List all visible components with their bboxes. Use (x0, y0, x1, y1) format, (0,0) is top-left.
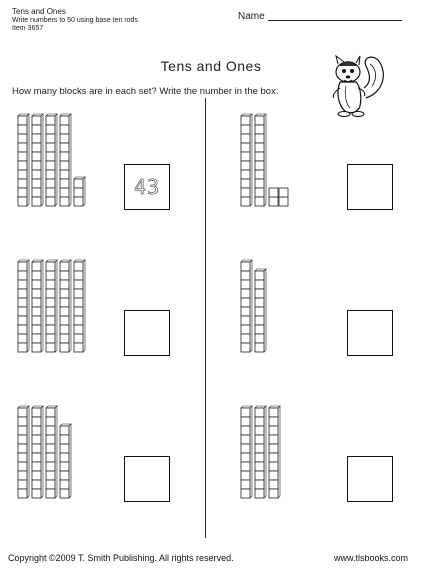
unit-cell (60, 480, 69, 489)
unit-cell (241, 298, 250, 307)
unit-cell (46, 170, 55, 179)
unit-cell (60, 426, 69, 435)
ten-rod (18, 260, 29, 352)
ten-rod (241, 260, 252, 352)
unit-cell (241, 325, 250, 334)
ten-rod (32, 406, 43, 498)
unit-cell (32, 179, 41, 188)
unit-cell (18, 116, 27, 125)
ten-rod (46, 114, 57, 206)
unit-cell (32, 161, 41, 170)
unit-cell (32, 316, 41, 325)
unit-cell (74, 262, 83, 271)
unit-cell (255, 453, 264, 462)
problem-3 (14, 258, 204, 368)
answer-box[interactable] (347, 456, 393, 502)
ten-rod (46, 260, 57, 352)
unit-cube (269, 188, 278, 197)
ones-stack (74, 177, 85, 206)
unit-cell (60, 298, 69, 307)
unit-cell (32, 116, 41, 125)
ones-cluster (269, 188, 288, 206)
unit-cell (241, 161, 250, 170)
unit-cell (60, 188, 69, 197)
ones-stack (60, 424, 71, 498)
unit-cell (241, 143, 250, 152)
unit-cell (46, 435, 55, 444)
unit-cell (18, 134, 27, 143)
unit-cell (60, 152, 69, 161)
unit-cell (241, 453, 250, 462)
unit-cell (255, 197, 264, 206)
unit-cell (255, 298, 264, 307)
unit-cell (46, 480, 55, 489)
unit-cell (46, 289, 55, 298)
ten-rod (74, 260, 85, 352)
unit-cell (18, 271, 27, 280)
name-label: Name (238, 11, 265, 22)
ten-rod (18, 406, 29, 498)
unit-cell (46, 462, 55, 471)
unit-cell (32, 188, 41, 197)
ten-rod (241, 114, 252, 206)
unit-cell (18, 426, 27, 435)
unit-cell (60, 179, 69, 188)
answer-value: 43 (133, 175, 161, 199)
unit-cell (60, 307, 69, 316)
header-title: Tens and Ones (12, 7, 66, 16)
unit-cell (255, 170, 264, 179)
unit-cell (32, 408, 41, 417)
unit-cell (255, 325, 264, 334)
unit-cube (279, 188, 288, 197)
unit-cell (18, 143, 27, 152)
unit-cell (46, 152, 55, 161)
unit-cell (241, 179, 250, 188)
unit-cell (46, 143, 55, 152)
unit-cell (255, 426, 264, 435)
unit-cell (255, 435, 264, 444)
unit-cell (241, 489, 250, 498)
name-field-line[interactable] (268, 20, 402, 21)
unit-cell (74, 316, 83, 325)
unit-cell (241, 280, 250, 289)
unit-cell (74, 271, 83, 280)
unit-cell (241, 471, 250, 480)
unit-cell (32, 489, 41, 498)
unit-cell (46, 134, 55, 143)
unit-cell (18, 307, 27, 316)
answer-box[interactable] (124, 310, 170, 356)
unit-cell (241, 417, 250, 426)
unit-cell (18, 197, 27, 206)
unit-cell (32, 426, 41, 435)
ten-rod (255, 406, 266, 498)
unit-cell (60, 334, 69, 343)
unit-cell (255, 334, 264, 343)
unit-cell (46, 262, 55, 271)
unit-cell (18, 179, 27, 188)
unit-cell (255, 116, 264, 125)
unit-cell (269, 453, 278, 462)
unit-cell (255, 471, 264, 480)
unit-cell (46, 125, 55, 134)
unit-cell (18, 343, 27, 352)
unit-cell (60, 280, 69, 289)
unit-cell (241, 152, 250, 161)
unit-cell (32, 471, 41, 480)
answer-box[interactable] (347, 164, 393, 210)
ten-rod (60, 114, 71, 206)
unit-cell (18, 334, 27, 343)
ten-rod (32, 114, 43, 206)
ten-rod (32, 260, 43, 352)
unit-cell (32, 170, 41, 179)
unit-cell (241, 289, 250, 298)
unit-cell (241, 435, 250, 444)
unit-cell (269, 417, 278, 426)
base-ten-blocks (14, 112, 124, 212)
unit-cell (255, 480, 264, 489)
unit-cell (60, 343, 69, 352)
header-subtitle: Write numbers to 50 using base ten rods (12, 17, 138, 24)
unit-cell (46, 307, 55, 316)
unit-cell (60, 134, 69, 143)
unit-cell (46, 280, 55, 289)
ten-rod (18, 114, 29, 206)
unit-cell (74, 307, 83, 316)
unit-cell (46, 408, 55, 417)
unit-cell (241, 170, 250, 179)
unit-cell (255, 271, 264, 280)
unit-cell (74, 280, 83, 289)
unit-cell (241, 271, 250, 280)
unit-cell (18, 408, 27, 417)
unit-cell (46, 197, 55, 206)
unit-cell (18, 435, 27, 444)
unit-cell (32, 453, 41, 462)
unit-cell (32, 307, 41, 316)
unit-cell (241, 197, 250, 206)
unit-cell (60, 435, 69, 444)
unit-cell (18, 453, 27, 462)
ten-rod (241, 406, 252, 498)
unit-cell (32, 462, 41, 471)
problem-1 (14, 112, 204, 222)
unit-cell (60, 489, 69, 498)
unit-cell (269, 480, 278, 489)
unit-cell (32, 289, 41, 298)
unit-cell (255, 152, 264, 161)
unit-cell (18, 298, 27, 307)
unit-cell (18, 170, 27, 179)
unit-cell (46, 426, 55, 435)
unit-cell (269, 489, 278, 498)
unit-cell (60, 143, 69, 152)
unit-cell (32, 444, 41, 453)
unit-cell (241, 116, 250, 125)
unit-cell (269, 462, 278, 471)
unit-cell (32, 343, 41, 352)
unit-cell (46, 343, 55, 352)
unit-cell (241, 444, 250, 453)
unit-cell (255, 143, 264, 152)
unit-cell (60, 197, 69, 206)
unit-cell (60, 325, 69, 334)
unit-cell (241, 408, 250, 417)
unit-cell (18, 289, 27, 298)
unit-cell (60, 316, 69, 325)
unit-cell (46, 334, 55, 343)
unit-cell (18, 489, 27, 498)
unit-cell (269, 471, 278, 480)
copyright-notice: Copyright ©2009 T. Smith Publishing. All rights reserved. (8, 553, 234, 563)
unit-cell (74, 325, 83, 334)
unit-cell (46, 298, 55, 307)
unit-cell (60, 116, 69, 125)
unit-cell (255, 408, 264, 417)
unit-cell (74, 334, 83, 343)
unit-cell (46, 188, 55, 197)
unit-cell (60, 471, 69, 480)
unit-cell (60, 271, 69, 280)
base-ten-blocks (14, 404, 124, 504)
unit-cell (18, 462, 27, 471)
unit-cell (32, 334, 41, 343)
unit-cell (18, 125, 27, 134)
unit-cell (241, 426, 250, 435)
unit-cell (32, 325, 41, 334)
unit-cell (18, 152, 27, 161)
unit-cell (32, 480, 41, 489)
unit-cube (279, 197, 288, 206)
unit-cell (269, 408, 278, 417)
unit-cell (241, 480, 250, 489)
unit-cell (60, 125, 69, 134)
unit-cell (46, 316, 55, 325)
unit-cell (32, 435, 41, 444)
problem-5 (14, 404, 204, 514)
ones-stack (269, 406, 280, 498)
unit-cell (255, 179, 264, 188)
unit-cell (32, 262, 41, 271)
unit-cell (255, 289, 264, 298)
problem-4 (237, 258, 422, 368)
unit-cell (18, 325, 27, 334)
unit-cell (255, 417, 264, 426)
unit-cell (241, 316, 250, 325)
problem-2 (237, 112, 422, 222)
unit-cell (18, 188, 27, 197)
answer-box[interactable] (124, 164, 170, 210)
unit-cell (32, 143, 41, 152)
unit-cube (269, 197, 278, 206)
unit-cell (241, 462, 250, 471)
unit-cell (74, 179, 83, 188)
unit-cell (46, 325, 55, 334)
unit-cell (241, 262, 250, 271)
unit-cell (241, 334, 250, 343)
unit-cell (18, 417, 27, 426)
unit-cell (241, 307, 250, 316)
unit-cell (60, 453, 69, 462)
instructions-text: How many blocks are in each set? Write the number in the box. (12, 86, 279, 97)
ten-rod (60, 260, 71, 352)
unit-cell (255, 462, 264, 471)
header-item-number: Item 3657 (12, 25, 44, 32)
unit-cell (74, 343, 83, 352)
unit-cell (241, 125, 250, 134)
answer-box[interactable] (124, 456, 170, 502)
unit-cell (46, 453, 55, 462)
unit-cell (241, 134, 250, 143)
unit-cell (18, 280, 27, 289)
unit-cell (269, 444, 278, 453)
ten-rod (46, 406, 57, 498)
ones-stack (255, 269, 266, 352)
unit-cell (32, 125, 41, 134)
unit-cell (241, 188, 250, 197)
unit-cell (32, 417, 41, 426)
unit-cell (74, 298, 83, 307)
unit-cell (46, 489, 55, 498)
base-ten-blocks (237, 112, 347, 212)
website-link[interactable]: www.tlsbooks.com (333, 553, 408, 563)
unit-cell (60, 444, 69, 453)
unit-cell (46, 179, 55, 188)
unit-cell (255, 444, 264, 453)
unit-cell (18, 471, 27, 480)
unit-cell (255, 343, 264, 352)
unit-cell (46, 417, 55, 426)
unit-cell (18, 161, 27, 170)
base-ten-blocks (237, 404, 347, 504)
unit-cell (46, 116, 55, 125)
unit-cell (74, 289, 83, 298)
unit-cell (60, 170, 69, 179)
unit-cell (60, 289, 69, 298)
unit-cell (74, 188, 83, 197)
unit-cell (255, 188, 264, 197)
ten-rod (255, 114, 266, 206)
unit-cell (255, 489, 264, 498)
unit-cell (255, 280, 264, 289)
unit-cell (255, 316, 264, 325)
answer-box[interactable] (347, 310, 393, 356)
unit-cell (32, 152, 41, 161)
unit-cell (74, 197, 83, 206)
unit-cell (255, 307, 264, 316)
base-ten-blocks (14, 258, 124, 358)
unit-cell (18, 262, 27, 271)
unit-cell (60, 462, 69, 471)
unit-cell (60, 161, 69, 170)
unit-cell (269, 426, 278, 435)
page-title: Tens and Ones (160, 58, 262, 74)
unit-cell (255, 161, 264, 170)
unit-cell (32, 197, 41, 206)
unit-cell (255, 125, 264, 134)
column-divider (205, 98, 206, 538)
problem-6 (237, 404, 422, 514)
unit-cell (255, 134, 264, 143)
unit-cell (46, 444, 55, 453)
unit-cell (46, 471, 55, 480)
unit-cell (32, 271, 41, 280)
unit-cell (18, 480, 27, 489)
unit-cell (269, 435, 278, 444)
unit-cell (18, 444, 27, 453)
unit-cell (46, 161, 55, 170)
unit-cell (60, 262, 69, 271)
unit-cell (32, 280, 41, 289)
unit-cell (46, 271, 55, 280)
unit-cell (241, 343, 250, 352)
unit-cell (18, 316, 27, 325)
unit-cell (32, 134, 41, 143)
base-ten-blocks (237, 258, 347, 358)
unit-cell (32, 298, 41, 307)
